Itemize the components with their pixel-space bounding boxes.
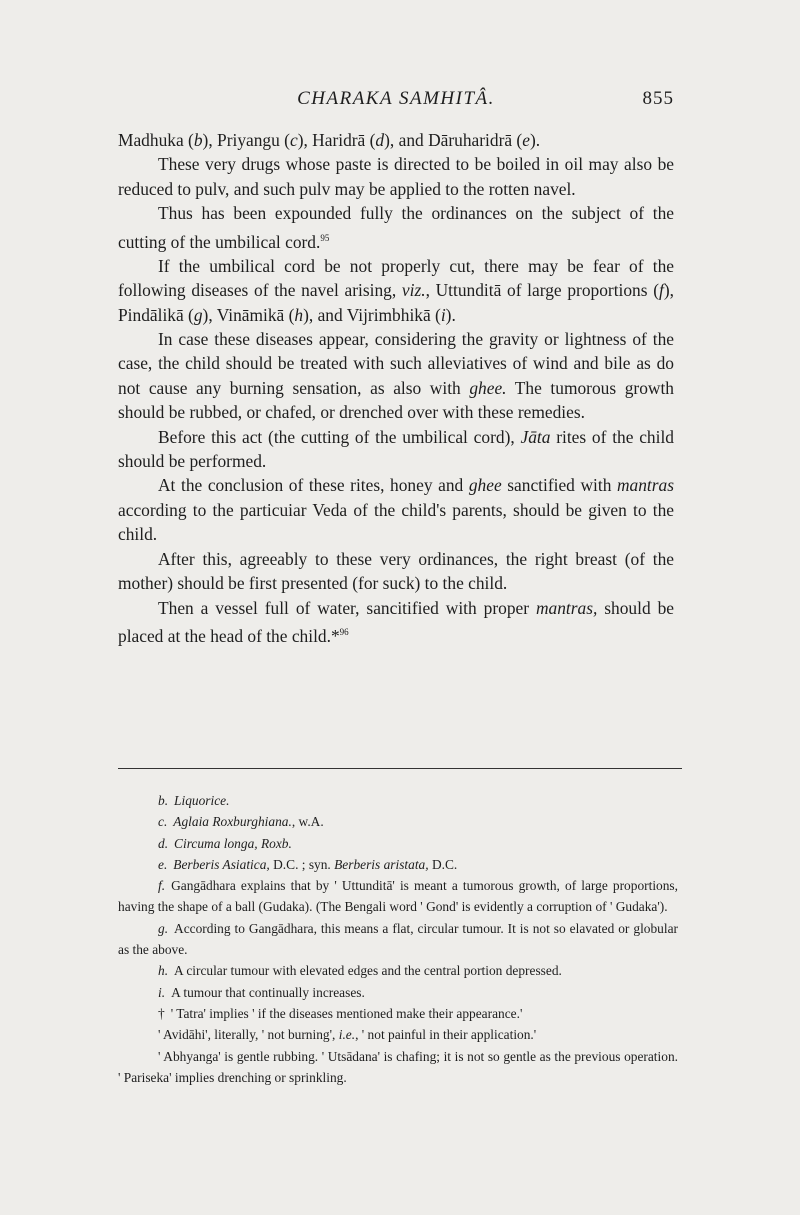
footnote-marker: i. — [158, 984, 166, 1000]
text-run: Thus has been expounded fully the ordinances on the subject of the cutting of the umbilical cord. — [118, 203, 674, 252]
text-run: ), Vināmikā ( — [202, 304, 295, 325]
text-run: , ' not painful in their application.' — [355, 1027, 537, 1043]
italic-run: Liquorice. — [174, 793, 230, 808]
footnote-marker: † — [158, 1005, 165, 1021]
text-run: Madhuka ( — [118, 130, 194, 150]
text-run: In case these diseases appear, considering the gravity or lightness of the case, the child should be treated with such alleviatives of wind and bile as do not cause any burning sensation, as also with — [118, 329, 674, 398]
text-run: according to the particuiar Veda of the child's parents, should be given to the child. — [118, 499, 674, 545]
text-run: A tumour that continually increases. — [171, 984, 365, 1000]
italic-run: viz. — [401, 280, 426, 301]
italic-run: i.e. — [338, 1027, 356, 1043]
text-run: Before this act (the cutting of the umbilical cord), — [158, 426, 521, 447]
paragraph-p1 — [118, 128, 674, 152]
italic-run: d — [375, 130, 385, 150]
footnote-ref: 95 — [320, 232, 330, 243]
main-text — [118, 128, 674, 648]
paragraph-p8 — [118, 547, 674, 596]
paragraph-p9 — [118, 596, 674, 649]
text-run: rites of the child should be performed. — [118, 426, 674, 472]
italic-run: b — [193, 130, 203, 150]
text-run: should be placed at the head of the child.* — [118, 597, 674, 646]
footnote-marker: b. — [158, 793, 169, 808]
text-run: The tumorous growth should be rubbed, or chafed, or drenched over with these remedies. — [118, 377, 674, 423]
text-run: ), and Vijrimbhikā ( — [303, 304, 441, 325]
footnote-fn-f — [118, 875, 678, 918]
paragraph-p2 — [118, 152, 674, 201]
text-run: After this, agreeably to these very ordinances, the right breast (of the mother) should be first presented (for suck) to the child. — [118, 548, 674, 594]
italic-run: f — [659, 280, 664, 301]
paragraph-p3 — [118, 201, 674, 254]
text-run: ). — [445, 304, 456, 325]
text-run: , w.A. — [291, 814, 324, 830]
text-run: ), Haridrā ( — [297, 130, 376, 150]
italic-run: Jāta — [520, 426, 551, 447]
footnote-fn-b — [118, 790, 678, 811]
footnote-marker: d. — [158, 835, 169, 851]
paragraph-p6 — [118, 425, 674, 474]
italic-run: e — [522, 130, 530, 150]
paragraph-p4 — [118, 254, 674, 327]
text-run: ), Priyangu ( — [202, 130, 290, 150]
footnote-marker: e. — [158, 856, 168, 872]
italic-run: i — [440, 304, 446, 325]
text-run: According to Gangādhara, this means a flat, circular tumour. It is not so elavated or globular as the above. — [118, 920, 678, 958]
footnote-fn-i — [118, 982, 678, 1003]
footnotes — [118, 790, 678, 1088]
italic-run: c — [289, 130, 298, 150]
text-run: Gangādhara explains that by ' Uttunditā' is meant a tumorous growth, of large proportions, having the shape of a ball (Gudaka). (The Bengali word ' Gond' is evidently a corruption of ' Gudaka'). — [118, 878, 678, 915]
footnote-fn-d — [118, 833, 678, 854]
footnote-fn-h — [118, 960, 678, 981]
italic-run: ghee — [468, 475, 502, 496]
paragraph-p5 — [118, 327, 674, 425]
footnote-ref: 96 — [339, 626, 349, 637]
footnote-marker: f. — [158, 878, 166, 894]
text-run: , Uttunditā of large proportions ( — [425, 280, 660, 301]
footnote-fn-abhyanga — [118, 1046, 678, 1089]
footnote-marker: c. — [158, 814, 168, 830]
text-run: At the conclusion of these rites, honey and — [158, 475, 469, 496]
text-run: ). — [529, 130, 541, 150]
footnote-fn-e — [118, 854, 678, 875]
page-number: 855 — [642, 88, 674, 109]
text-run: ' Abhyanga' is gentle rubbing. ' Utsādana' is chafing; it is not so gentle as the previous operation. ' Pariseka' implies drenching or sprinkling. — [118, 1048, 678, 1085]
footnote-fn-c — [118, 811, 678, 832]
text-run: ' Avidāhi', literally, ' not burning', — [158, 1027, 339, 1043]
text-run: ), Pindālikā ( — [118, 280, 674, 325]
text-run: If the umbilical cord be not properly cut, there may be fear of the following diseases of the navel arising, — [118, 255, 674, 301]
page-header — [118, 88, 674, 114]
footnote-divider — [118, 768, 682, 769]
footnote-marker: h. — [158, 963, 169, 979]
running-title: CHARAKA SAMHITÂ. — [297, 88, 495, 109]
footnote-fn-avidahi — [118, 1024, 678, 1045]
text-run: A circular tumour with elevated edges and the central portion depressed. — [174, 963, 562, 979]
italic-run: Berberis aristata, — [334, 856, 429, 872]
italic-run: Circuma longa, Roxb. — [174, 835, 292, 851]
italic-run: ghee. — [469, 377, 507, 398]
italic-run: Berberis Asiatica, — [173, 856, 270, 872]
footnote-fn-g — [118, 918, 678, 961]
text-run: sanctified with — [501, 475, 617, 496]
text-run: D.C. ; syn. — [269, 856, 335, 872]
italic-run: h — [294, 304, 304, 325]
footnote-fn-dagger — [118, 1003, 678, 1024]
text-run: ' Tatra' implies ' if the diseases mentioned make their appearance.' — [170, 1005, 523, 1021]
text-run: ), and Dāruharidrā ( — [384, 130, 523, 150]
italic-run: Aglaia Roxburghiana. — [173, 814, 292, 830]
footnote-marker: g. — [158, 920, 169, 936]
italic-run: g — [193, 304, 203, 325]
italic-run: mantras — [616, 475, 674, 496]
paragraph-p7 — [118, 473, 674, 546]
text-run: These very drugs whose paste is directed to be boiled in oil may also be reduced to pulv, and such pulv may be applied to the rotten navel. — [118, 154, 674, 199]
text-run: Then a vessel full of water, sancitified with proper — [158, 597, 536, 618]
italic-run: mantras, — [535, 597, 598, 618]
text-run: D.C. — [428, 856, 458, 872]
